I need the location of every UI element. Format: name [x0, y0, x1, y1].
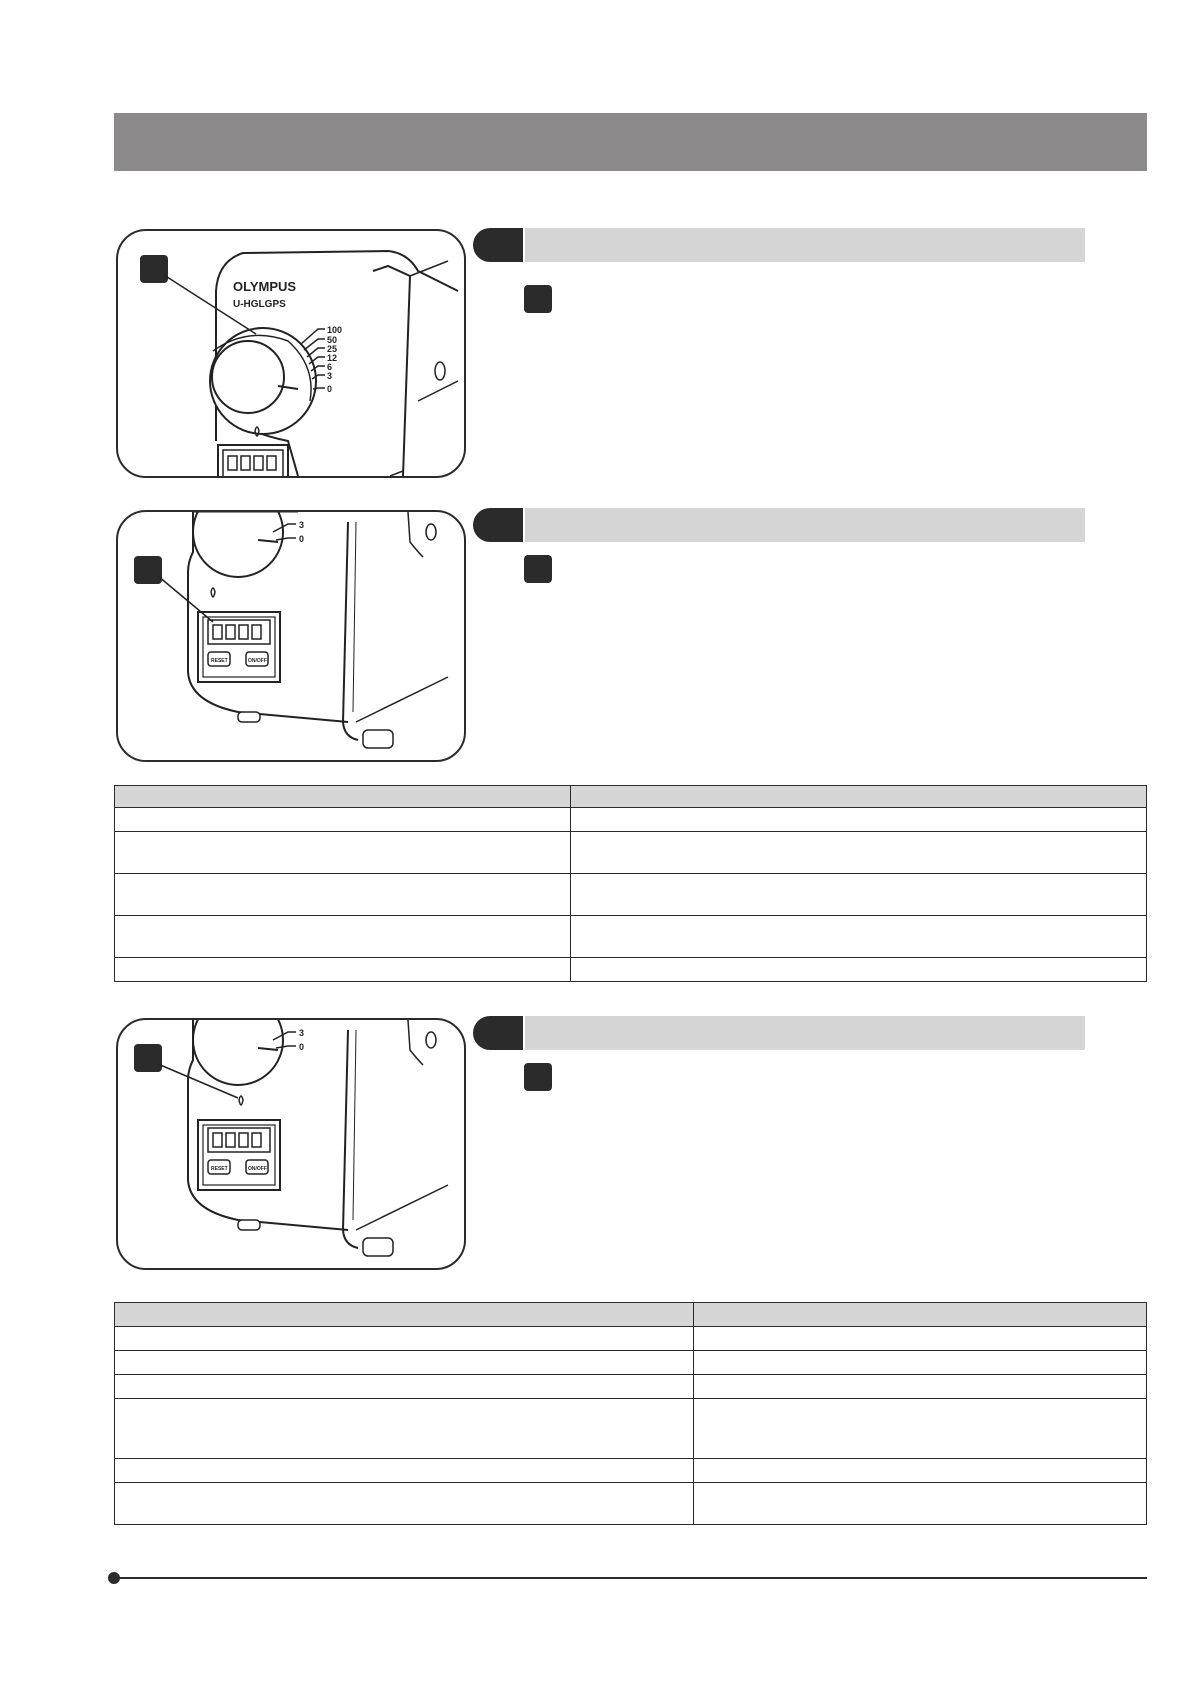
- scale-label-0: 0: [299, 1042, 305, 1052]
- scale-label-3: 3: [327, 371, 333, 381]
- scale-label-50: 50: [327, 335, 338, 345]
- scale-label-12: 12: [327, 353, 338, 363]
- table-row: [115, 1375, 1147, 1399]
- onoff-button-label: ON/OFF: [248, 658, 267, 664]
- table-row: [115, 1327, 1147, 1351]
- reset-button-label: RESET: [211, 1166, 228, 1172]
- reset-button-label: RESET: [211, 658, 228, 664]
- footer-rule: [114, 1577, 1147, 1579]
- scale-label-0: 0: [327, 384, 333, 394]
- table-row: [115, 958, 1147, 982]
- onoff-button-label: ON/OFF: [248, 1166, 267, 1172]
- scale-label-25: 25: [327, 344, 338, 354]
- section-1-bullet: [473, 228, 523, 262]
- table-row: [115, 874, 1147, 916]
- table-row: [115, 832, 1147, 874]
- figure-dial-illustration: [116, 229, 466, 478]
- scale-label-100: 100: [327, 325, 343, 335]
- scale-label-0: 0: [299, 534, 305, 544]
- table-header-row: [115, 1303, 1147, 1327]
- section-3-bullet: [473, 1016, 523, 1050]
- section-2-step-marker: [524, 555, 552, 583]
- table-header-row: [115, 786, 1147, 808]
- section-1-step-marker: [524, 285, 552, 313]
- section-1-heading-bar: [525, 228, 1085, 262]
- brand-label: OLYMPUS: [233, 279, 297, 294]
- section-2-bullet: [473, 508, 523, 542]
- page-header-bar: [114, 113, 1147, 171]
- table-row: [115, 1459, 1147, 1483]
- table-row: [115, 916, 1147, 958]
- scale-label-3: 3: [299, 520, 305, 530]
- table-row: [115, 1351, 1147, 1375]
- section-2-heading-bar: [525, 508, 1085, 542]
- spec-table-1: [114, 785, 1147, 982]
- figure-indicator-illustration: [116, 1018, 466, 1270]
- model-label: U-HGLGPS: [233, 299, 286, 310]
- section-3-heading-bar: [525, 1016, 1085, 1050]
- figure-display-illustration: [116, 510, 466, 762]
- section-3-step-marker: [524, 1063, 552, 1091]
- scale-label-6: 6: [327, 362, 333, 372]
- footer-bullet: [108, 1572, 120, 1584]
- scale-label-3: 3: [299, 1028, 305, 1038]
- table-row: [115, 1483, 1147, 1525]
- spec-table-2: [114, 1302, 1147, 1525]
- table-row: [115, 808, 1147, 832]
- table-row: [115, 1399, 1147, 1459]
